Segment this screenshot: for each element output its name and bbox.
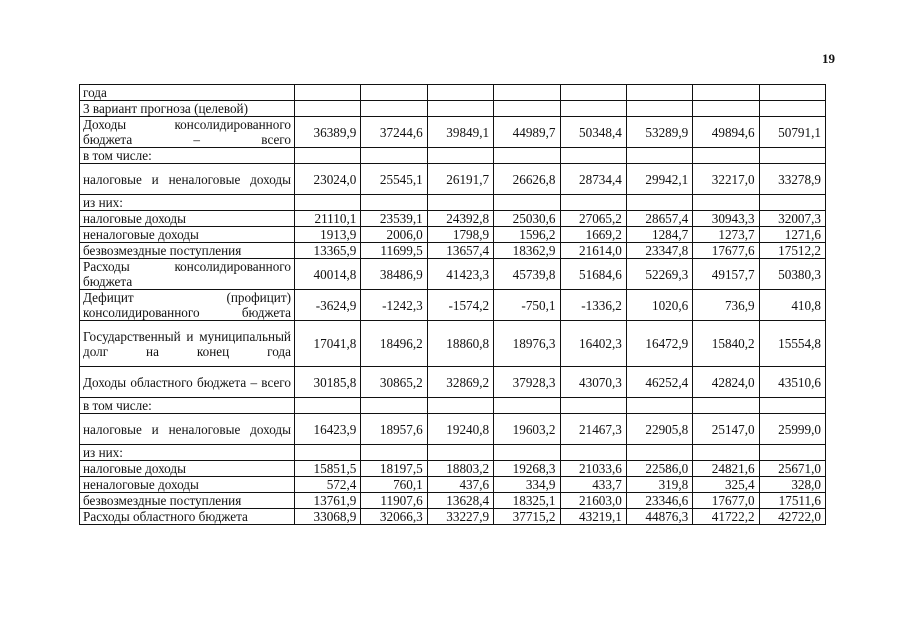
value-cell: -1242,3 (361, 290, 427, 321)
table-row (80, 164, 826, 195)
value-cell: 21603,0 (560, 493, 626, 509)
value-cell: 1798,9 (427, 227, 493, 243)
value-cell (295, 445, 361, 461)
value-cell: 15840,2 (693, 321, 759, 367)
value-cell (295, 85, 361, 101)
value-cell: 50791,1 (759, 117, 825, 148)
value-cell: 25999,0 (759, 414, 825, 445)
row-label: Доходы областного бюджета – всего (80, 367, 295, 398)
value-cell: 42722,0 (759, 509, 825, 525)
value-cell: 44876,3 (626, 509, 692, 525)
value-cell: 21033,6 (560, 461, 626, 477)
value-cell (626, 101, 692, 117)
table-row (80, 477, 826, 493)
value-cell: 18803,2 (427, 461, 493, 477)
value-cell: 32217,0 (693, 164, 759, 195)
value-cell: 19268,3 (494, 461, 560, 477)
value-cell: 18496,2 (361, 321, 427, 367)
value-cell (427, 398, 493, 414)
value-cell (295, 195, 361, 211)
value-cell (427, 148, 493, 164)
value-cell (494, 195, 560, 211)
value-cell: 28734,4 (560, 164, 626, 195)
value-cell (427, 85, 493, 101)
value-cell: 18197,5 (361, 461, 427, 477)
value-cell: 437,6 (427, 477, 493, 493)
value-cell: 37244,6 (361, 117, 427, 148)
value-cell (626, 148, 692, 164)
value-cell: 49157,7 (693, 259, 759, 290)
value-cell: 43510,6 (759, 367, 825, 398)
value-cell: 25147,0 (693, 414, 759, 445)
table-body (80, 85, 826, 525)
value-cell: 1273,7 (693, 227, 759, 243)
value-cell (560, 398, 626, 414)
value-cell: 44989,7 (494, 117, 560, 148)
value-cell: 25030,6 (494, 211, 560, 227)
table-row (80, 493, 826, 509)
value-cell (693, 148, 759, 164)
value-cell (560, 101, 626, 117)
value-cell: 40014,8 (295, 259, 361, 290)
table-row (80, 367, 826, 398)
value-cell (759, 148, 825, 164)
value-cell: 50380,3 (759, 259, 825, 290)
table-row (80, 414, 826, 445)
value-cell: 21110,1 (295, 211, 361, 227)
row-label: неналоговые доходы (80, 477, 295, 493)
value-cell: 433,7 (560, 477, 626, 493)
value-cell (693, 445, 759, 461)
value-cell: -3624,9 (295, 290, 361, 321)
value-cell: 16472,9 (626, 321, 692, 367)
row-label: Дефицит (профицит) консолидированного бюджета (80, 290, 295, 321)
value-cell: 43219,1 (560, 509, 626, 525)
value-cell: 45739,8 (494, 259, 560, 290)
table-row (80, 461, 826, 477)
value-cell (560, 148, 626, 164)
value-cell: 18957,6 (361, 414, 427, 445)
value-cell: 28657,4 (626, 211, 692, 227)
table-row (80, 85, 826, 101)
value-cell (361, 195, 427, 211)
value-cell (560, 85, 626, 101)
value-cell: 13628,4 (427, 493, 493, 509)
value-cell (626, 445, 692, 461)
value-cell: 13761,9 (295, 493, 361, 509)
value-cell: 22586,0 (626, 461, 692, 477)
value-cell: 572,4 (295, 477, 361, 493)
table-row (80, 398, 826, 414)
table-row (80, 321, 826, 367)
value-cell: -1574,2 (427, 290, 493, 321)
value-cell: 33068,9 (295, 509, 361, 525)
value-cell: 30865,2 (361, 367, 427, 398)
value-cell: 36389,9 (295, 117, 361, 148)
value-cell: 760,1 (361, 477, 427, 493)
value-cell: 13657,4 (427, 243, 493, 259)
value-cell: 736,9 (693, 290, 759, 321)
value-cell (361, 101, 427, 117)
value-cell: 334,9 (494, 477, 560, 493)
value-cell: 19603,2 (494, 414, 560, 445)
table-row (80, 195, 826, 211)
value-cell: 19240,8 (427, 414, 493, 445)
value-cell: 11907,6 (361, 493, 427, 509)
value-cell: 38486,9 (361, 259, 427, 290)
value-cell (626, 195, 692, 211)
value-cell: 26191,7 (427, 164, 493, 195)
value-cell: 23539,1 (361, 211, 427, 227)
row-label: в том числе: (80, 398, 295, 414)
value-cell (759, 85, 825, 101)
row-label: Расходы областного бюджета (80, 509, 295, 525)
value-cell: 30185,8 (295, 367, 361, 398)
row-label: налоговые и неналоговые доходы (80, 414, 295, 445)
value-cell (693, 195, 759, 211)
value-cell: 325,4 (693, 477, 759, 493)
value-cell (759, 195, 825, 211)
value-cell: 18325,1 (494, 493, 560, 509)
row-label: из них: (80, 195, 295, 211)
value-cell: 32066,3 (361, 509, 427, 525)
value-cell: 1271,6 (759, 227, 825, 243)
value-cell: 2006,0 (361, 227, 427, 243)
value-cell: 17511,6 (759, 493, 825, 509)
value-cell: 42824,0 (693, 367, 759, 398)
value-cell (693, 85, 759, 101)
value-cell (560, 195, 626, 211)
row-label: 3 вариант прогноза (целевой) (80, 101, 295, 117)
value-cell: 30943,3 (693, 211, 759, 227)
value-cell (494, 445, 560, 461)
value-cell: 46252,4 (626, 367, 692, 398)
value-cell: 23347,8 (626, 243, 692, 259)
value-cell (295, 101, 361, 117)
value-cell (361, 445, 427, 461)
value-cell: 21467,3 (560, 414, 626, 445)
value-cell: 21614,0 (560, 243, 626, 259)
value-cell (427, 445, 493, 461)
value-cell: 17677,6 (693, 243, 759, 259)
value-cell: 27065,2 (560, 211, 626, 227)
value-cell: 24392,8 (427, 211, 493, 227)
value-cell (494, 101, 560, 117)
value-cell: 328,0 (759, 477, 825, 493)
value-cell: 1596,2 (494, 227, 560, 243)
value-cell: 25545,1 (361, 164, 427, 195)
value-cell: 16402,3 (560, 321, 626, 367)
value-cell: 23024,0 (295, 164, 361, 195)
value-cell: 18362,9 (494, 243, 560, 259)
value-cell (759, 398, 825, 414)
value-cell: 33278,9 (759, 164, 825, 195)
row-label: налоговые доходы (80, 211, 295, 227)
value-cell: -1336,2 (560, 290, 626, 321)
value-cell: 1669,2 (560, 227, 626, 243)
value-cell: 39849,1 (427, 117, 493, 148)
value-cell: 53289,9 (626, 117, 692, 148)
value-cell (295, 148, 361, 164)
row-label: Государственный и муниципальный долг на конец года (80, 321, 295, 367)
row-label: года (80, 85, 295, 101)
value-cell (626, 85, 692, 101)
value-cell: 11699,5 (361, 243, 427, 259)
value-cell (759, 445, 825, 461)
value-cell: 17512,2 (759, 243, 825, 259)
value-cell (759, 101, 825, 117)
value-cell: 49894,6 (693, 117, 759, 148)
value-cell: 410,8 (759, 290, 825, 321)
row-label: безвозмездные поступления (80, 493, 295, 509)
value-cell (361, 398, 427, 414)
value-cell: 1284,7 (626, 227, 692, 243)
table-row (80, 259, 826, 290)
budget-forecast-table (79, 84, 826, 525)
value-cell (626, 398, 692, 414)
value-cell (494, 85, 560, 101)
table-row (80, 211, 826, 227)
row-label: неналоговые доходы (80, 227, 295, 243)
value-cell (361, 85, 427, 101)
value-cell: 37928,3 (494, 367, 560, 398)
value-cell: 1913,9 (295, 227, 361, 243)
row-label: из них: (80, 445, 295, 461)
table-row (80, 445, 826, 461)
value-cell (295, 398, 361, 414)
value-cell: 37715,2 (494, 509, 560, 525)
row-label: Расходы консолидированного бюджета (80, 259, 295, 290)
value-cell: 1020,6 (626, 290, 692, 321)
value-cell: 15554,8 (759, 321, 825, 367)
value-cell: 50348,4 (560, 117, 626, 148)
value-cell: 18976,3 (494, 321, 560, 367)
table-row (80, 290, 826, 321)
table-row (80, 509, 826, 525)
value-cell: 33227,9 (427, 509, 493, 525)
value-cell: 24821,6 (693, 461, 759, 477)
row-label: Доходы консолидированного бюджета – всего (80, 117, 295, 148)
value-cell: 32869,2 (427, 367, 493, 398)
value-cell (427, 195, 493, 211)
value-cell: 29942,1 (626, 164, 692, 195)
table-row (80, 101, 826, 117)
value-cell: 26626,8 (494, 164, 560, 195)
value-cell: 17677,0 (693, 493, 759, 509)
value-cell (494, 398, 560, 414)
row-label: безвозмездные поступления (80, 243, 295, 259)
value-cell: 319,8 (626, 477, 692, 493)
table-row (80, 227, 826, 243)
value-cell: 32007,3 (759, 211, 825, 227)
value-cell (560, 445, 626, 461)
value-cell (693, 101, 759, 117)
value-cell: 13365,9 (295, 243, 361, 259)
value-cell: 25671,0 (759, 461, 825, 477)
table-row (80, 243, 826, 259)
table-row (80, 117, 826, 148)
value-cell: 18860,8 (427, 321, 493, 367)
value-cell: 52269,3 (626, 259, 692, 290)
value-cell (361, 148, 427, 164)
page-number: 19 (822, 51, 835, 66)
value-cell: 17041,8 (295, 321, 361, 367)
value-cell: 15851,5 (295, 461, 361, 477)
row-label: налоговые и неналоговые доходы (80, 164, 295, 195)
value-cell: 41423,3 (427, 259, 493, 290)
value-cell (693, 398, 759, 414)
value-cell: 41722,2 (693, 509, 759, 525)
value-cell (427, 101, 493, 117)
table-row (80, 148, 826, 164)
value-cell: 51684,6 (560, 259, 626, 290)
value-cell: 23346,6 (626, 493, 692, 509)
value-cell: -750,1 (494, 290, 560, 321)
row-label: в том числе: (80, 148, 295, 164)
value-cell: 43070,3 (560, 367, 626, 398)
row-label: налоговые доходы (80, 461, 295, 477)
value-cell (494, 148, 560, 164)
value-cell: 16423,9 (295, 414, 361, 445)
value-cell: 22905,8 (626, 414, 692, 445)
